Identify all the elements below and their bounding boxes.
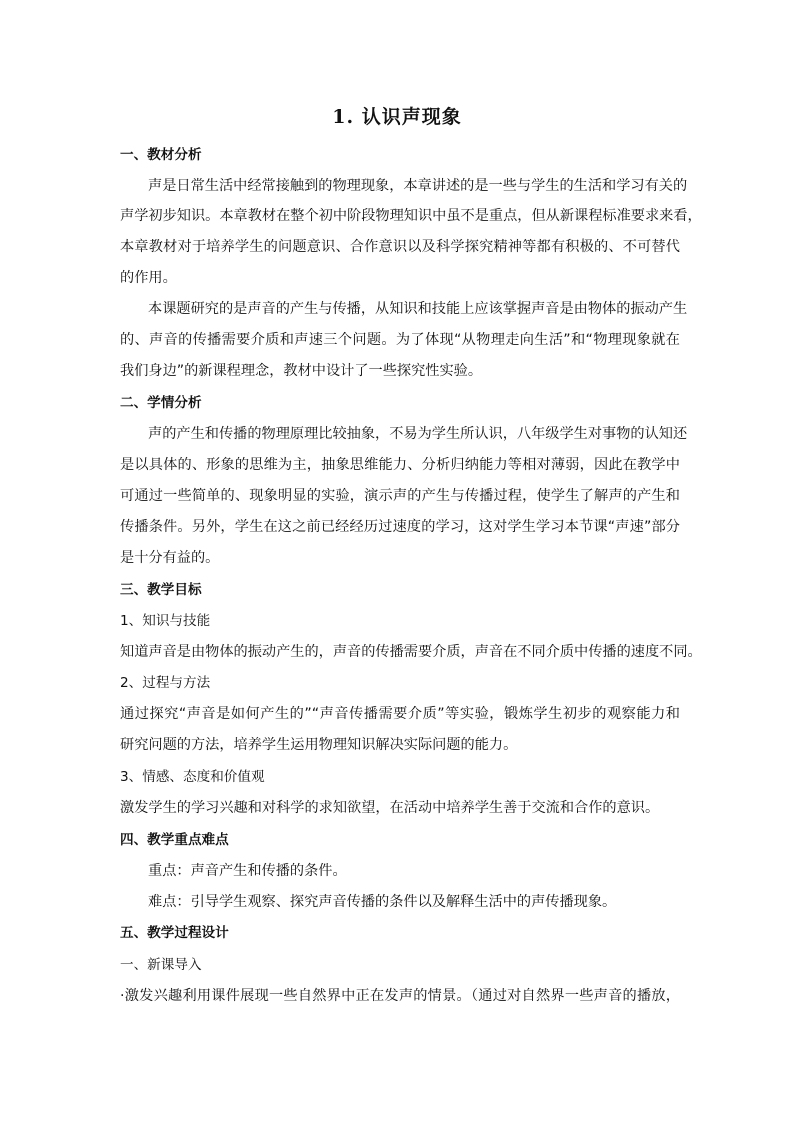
paragraph-line-difficult-point: 难点：引导学生观察、探究声音传播的条件以及解释生活中的声传播现象。 [148, 894, 617, 910]
subheading-process-method: 2、过程与方法 [120, 675, 211, 691]
paragraph-line: 传播条件。另外，学生在这之前已经经历过速度的学习，这对学生学习本节课“声速”部分 [120, 519, 680, 535]
paragraph-line: 声的产生和传播的物理原理比较抽象，不易为学生所认识，八年级学生对事物的认知还 [148, 426, 688, 442]
subheading-knowledge-skills: 1、知识与技能 [120, 613, 211, 629]
section-heading-textbook-analysis: 一、教材分析 [120, 147, 202, 163]
subheading-attitudes-values: 3、情感、态度和价值观 [120, 769, 265, 785]
paragraph-line: 是十分有益的。 [120, 550, 220, 566]
paragraph-line: 通过探究“声音是如何产生的”“声音传播需要介质”等实验，锻炼学生初步的观察能力和 [120, 706, 680, 722]
paragraph-line: 我们身边”的新课程理念，教材中设计了一些探究性实验。 [120, 363, 483, 379]
document-title: 1. 认识声现象 [332, 106, 462, 128]
paragraph-line: 的、声音的传播需要介质和声速三个问题。为了体现“从物理走向生活”和“物理现象就在 [120, 332, 680, 348]
section-heading-teaching-goals: 三、教学目标 [120, 582, 202, 598]
paragraph-line: 可通过一些简单的、现象明显的实验，演示声的产生与传播过程，使学生了解声的产生和 [120, 488, 680, 504]
section-heading-process-design: 五、教学过程设计 [120, 925, 229, 941]
paragraph-line: 研究问题的方法，培养学生运用物理知识解决实际问题的能力。 [120, 737, 518, 753]
paragraph-line: 本课题研究的是声音的产生与传播，从知识和技能上应该掌握声音是由物体的振动产生 [148, 301, 688, 317]
paragraph-line: 声是日常生活中经常接触到的物理现象，本章讲述的是一些与学生的生活和学习有关的 [148, 178, 688, 194]
paragraph-line: 的作用。 [120, 270, 177, 286]
section-heading-learner-analysis: 二、学情分析 [120, 395, 202, 411]
paragraph-line: 是以具体的、形象的思维为主，抽象思维能力、分析归纳能力等相对薄弱，因此在教学中 [120, 457, 680, 473]
paragraph-line: ·激发兴趣利用课件展现一些自然界中正在发声的情景。（通过对自然界一些声音的播放， [120, 988, 680, 1004]
paragraph-line: 声学初步知识。本章教材在整个初中阶段物理知识中虽不是重点，但从新课程标准要求来看， [120, 208, 702, 224]
section-heading-key-difficult-points: 四、教学重点难点 [120, 832, 229, 848]
paragraph-line: 激发学生的学习兴趣和对科学的求知欲望，在活动中培养学生善于交流和合作的意识。 [120, 800, 660, 816]
paragraph-line-key-point: 重点：声音产生和传播的条件。 [148, 863, 347, 879]
subheading-new-lesson-intro: 一、新课导入 [120, 957, 202, 973]
paragraph-line: 本章教材对于培养学生的问题意识、合作意识以及科学探究精神等都有积极的、不可替代 [120, 239, 680, 255]
paragraph-line: 知道声音是由物体的振动产生的，声音的传播需要介质，声音在不同介质中传播的速度不同。 [120, 644, 702, 660]
